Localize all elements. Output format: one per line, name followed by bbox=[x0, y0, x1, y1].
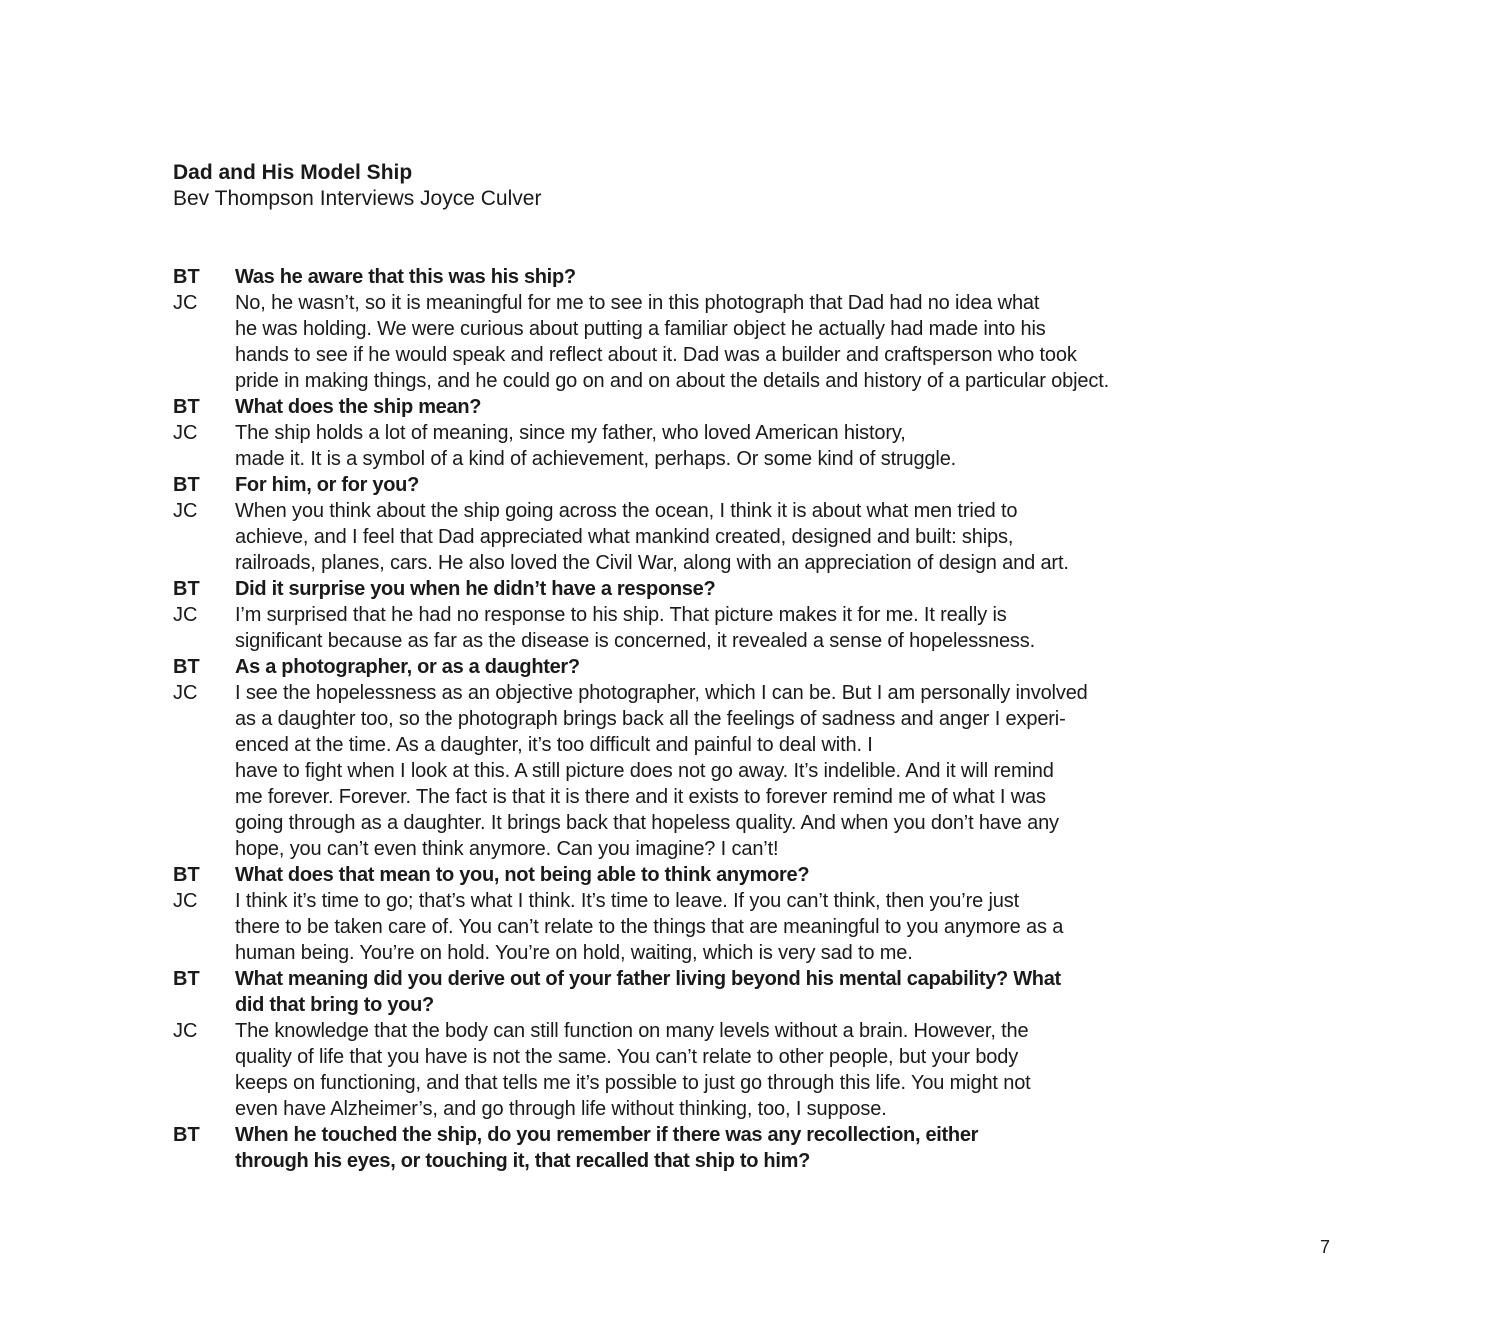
page-number: 7 bbox=[1320, 1237, 1331, 1257]
transcript-entry bbox=[173, 420, 1183, 472]
speaker-label: JC bbox=[173, 604, 198, 626]
article-subtitle: Bev Thompson Interviews Joyce Culver bbox=[173, 187, 542, 210]
question-text: Was he aware that this was his ship? bbox=[235, 266, 576, 288]
question-text: When he touched the ship, do you remember if there was any recollection, either through his eyes, or touching it, that recalled that ship to him? bbox=[235, 1124, 979, 1172]
speaker-label: BT bbox=[173, 656, 200, 678]
transcript-entry bbox=[173, 290, 1183, 394]
question-text: What does the ship mean? bbox=[235, 396, 482, 418]
speaker-label: BT bbox=[173, 396, 200, 418]
question-text: Did it surprise you when he didn’t have a response? bbox=[235, 578, 716, 600]
question-text: As a photographer, or as a daughter? bbox=[235, 656, 580, 678]
answer-text: No, he wasn’t, so it is meaningful for me to see in this photograph that Dad had no idea what he was holding. We were curious about putting a familiar object he actually had made into his hands to see if he would speak and reflect about it. Dad was a builder and craftsperson who took pride in making things, and he could go on and on about the details and history of a particular object. bbox=[235, 292, 1110, 392]
answer-text: The knowledge that the body can still function on many levels without a brain. However, the quality of life that you have is not the same. You can’t relate to other people, but your body keeps on functioning, and that tells me it’s possible to just go through this life. You might not even have Alzheimer’s, and go through life without thinking, too, I suppose. bbox=[235, 1020, 1031, 1120]
transcript-entry bbox=[173, 264, 1183, 290]
interview-transcript bbox=[173, 264, 1183, 1174]
speaker-label: JC bbox=[173, 1020, 198, 1042]
transcript-entry bbox=[173, 680, 1183, 862]
transcript-entry bbox=[173, 602, 1183, 654]
question-text: What meaning did you derive out of your father living beyond his mental capability? What did that bring to you? bbox=[235, 968, 1061, 1016]
transcript-entry bbox=[173, 862, 1183, 888]
question-text: What does that mean to you, not being able to think anymore? bbox=[235, 864, 810, 886]
transcript-entry bbox=[173, 576, 1183, 602]
transcript-entry bbox=[173, 888, 1183, 966]
speaker-label: BT bbox=[173, 968, 200, 990]
speaker-label: BT bbox=[173, 864, 200, 886]
answer-text: I’m surprised that he had no response to his ship. That picture makes it for me. It really is significant because as far as the disease is concerned, it revealed a sense of hopelessness. bbox=[235, 604, 1036, 652]
speaker-label: JC bbox=[173, 890, 198, 912]
speaker-label: JC bbox=[173, 500, 198, 522]
speaker-label: BT bbox=[173, 578, 200, 600]
transcript-entry bbox=[173, 394, 1183, 420]
speaker-label: BT bbox=[173, 1124, 200, 1146]
speaker-label: BT bbox=[173, 266, 200, 288]
transcript-entry bbox=[173, 966, 1183, 1018]
speaker-label: JC bbox=[173, 292, 198, 314]
title-block bbox=[173, 160, 541, 212]
answer-text: When you think about the ship going across the ocean, I think it is about what men tried to achieve, and I feel that Dad appreciated what mankind created, designed and built: ships, railroads, planes, cars. He also loved the Civil War, along with an appreciation of design and art. bbox=[235, 500, 1069, 574]
answer-text: I see the hopelessness as an objective photographer, which I can be. But I am personally involved as a daughter too, so the photograph brings back all the feelings of sadness and anger I experi- enced at the time. As a daughter, it’s too difficult and painful to deal with. I have to fight when I look at this. A still picture does not go away. It’s indelible. And it will remind me forever. Forever. The fact is that it is there and it exists to forever remind me of what I was going through as a daughter. It brings back that hopeless quality. And when you don’t have any hope, you can’t even think anymore. Can you imagine? I can’t! bbox=[235, 682, 1088, 860]
speaker-label: BT bbox=[173, 474, 200, 496]
transcript-entry bbox=[173, 1122, 1183, 1174]
speaker-label: JC bbox=[173, 682, 198, 704]
answer-text: The ship holds a lot of meaning, since my father, who loved American history, made it. It is a symbol of a kind of achievement, perhaps. Or some kind of struggle. bbox=[235, 422, 957, 470]
question-text: For him, or for you? bbox=[235, 474, 419, 496]
transcript-entry bbox=[173, 498, 1183, 576]
speaker-label: JC bbox=[173, 422, 198, 444]
transcript-entry bbox=[173, 472, 1183, 498]
article-title: Dad and His Model Ship bbox=[173, 161, 413, 184]
transcript-entry bbox=[173, 1018, 1183, 1122]
transcript-entry bbox=[173, 654, 1183, 680]
answer-text: I think it’s time to go; that’s what I think. It’s time to leave. If you can’t think, then you’re just there to be taken care of. You can’t relate to the things that are meaningful to you anymore as a human being. You’re on hold. You’re on hold, waiting, which is very sad to me. bbox=[235, 890, 1064, 964]
